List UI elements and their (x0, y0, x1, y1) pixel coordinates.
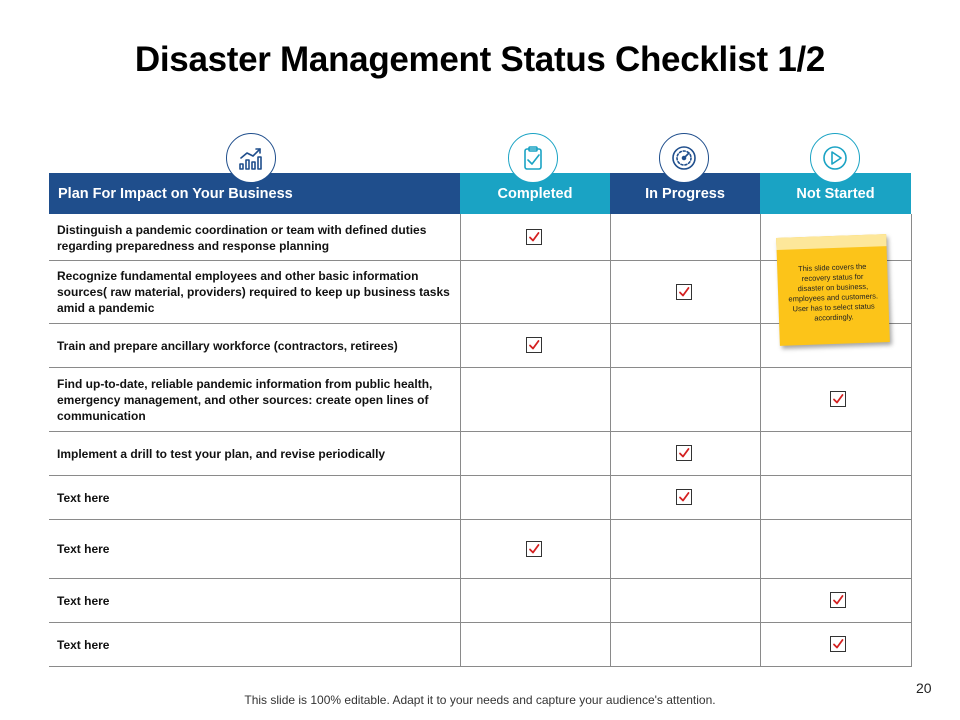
checkbox-checked[interactable] (676, 284, 692, 300)
checkmark-icon (678, 491, 690, 503)
row-divider (49, 666, 911, 667)
checkbox-checked[interactable] (676, 445, 692, 461)
footer-text: This slide is 100% editable. Adapt it to your needs and capture your audience's attention. (244, 693, 716, 707)
column-divider (760, 214, 761, 667)
page-number: 20 (916, 680, 932, 696)
note-text: This slide covers the recovery status for disaster on business, employees and customers. User has to select status accordingly. (788, 261, 879, 323)
table-row-text: Text here (57, 593, 110, 608)
checkbox-checked[interactable] (830, 636, 846, 652)
header-in-progress: In Progress (610, 173, 760, 214)
checkbox-checked[interactable] (526, 337, 542, 353)
checkmark-icon (832, 393, 844, 405)
checkbox-checked[interactable] (830, 592, 846, 608)
checkmark-icon (528, 543, 540, 555)
table-row-text: Implement a drill to test your plan, and revise periodically (57, 446, 386, 461)
table-row-text: Text here (57, 490, 110, 505)
column-divider (460, 214, 461, 667)
checkbox-checked[interactable] (676, 489, 692, 505)
table-row-text: Find up-to-date, reliable pandemic information from public health, emergency management, and other sources: create open lines of communication (57, 376, 433, 423)
checkmark-icon (832, 594, 844, 606)
table-row-text: Distinguish a pandemic coordination or team with defined duties regarding preparedness and response planning (57, 222, 427, 253)
sticky-note (776, 234, 890, 346)
checkbox-checked[interactable] (830, 391, 846, 407)
table-row-text: Text here (57, 542, 110, 556)
header-not-started: Not Started (760, 173, 911, 214)
speedometer-icon (659, 133, 709, 183)
column-divider (911, 214, 912, 667)
slide-title: Disaster Management Status Checklist 1/2 (134, 40, 826, 79)
checkmark-icon (832, 638, 844, 650)
checkmark-icon (528, 231, 540, 243)
table-row-text: Text here (57, 637, 110, 652)
checkbox-checked[interactable] (526, 229, 542, 245)
header-plan: Plan For Impact on Your Business (49, 173, 460, 214)
checkmark-icon (678, 286, 690, 298)
checkmark-icon (528, 339, 540, 351)
play-icon (810, 133, 860, 183)
clipboard-check-icon (508, 133, 558, 183)
column-divider (610, 214, 611, 667)
note-tape (776, 234, 886, 250)
checkmark-icon (678, 447, 690, 459)
checkbox-checked[interactable] (526, 541, 542, 557)
header-completed: Completed (460, 173, 610, 214)
table-row-text: Train and prepare ancillary workforce (contractors, retirees) (57, 338, 398, 353)
growth-chart-icon (226, 133, 276, 183)
table-row-text: Recognize fundamental employees and other basic information sources( raw material, providers) required to keep up business tasks amid a pandemic (57, 269, 450, 315)
